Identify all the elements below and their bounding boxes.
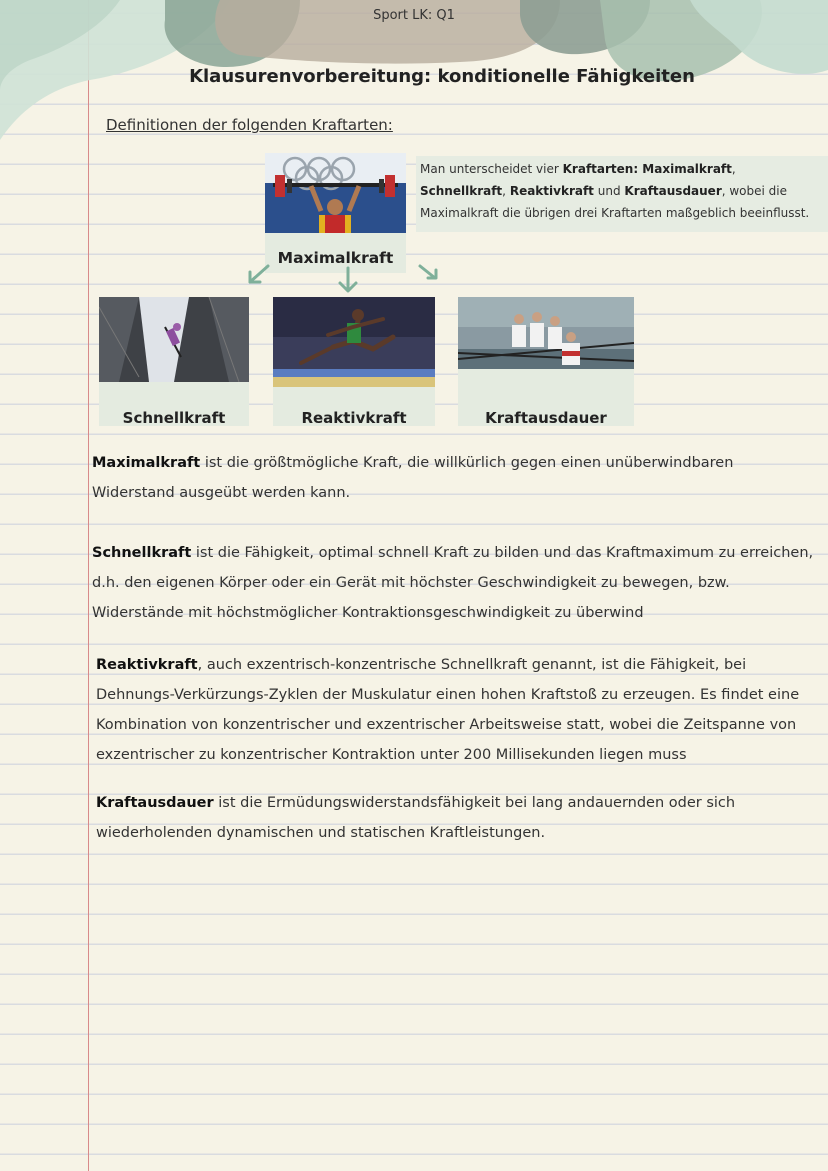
definition-kraftausdauer: Kraftausdauer ist die Ermüdungswiderstandsfähigkeit bei lang andauernden oder sich wiederholenden dynamischen und statischen Kraftleistungen. [96,795,736,841]
schnellkraft-label: Schnellkraft [99,382,249,426]
weightlifter-photo [265,153,406,233]
section-subtitle: Definitionen der folgenden Kraftarten: [106,116,393,134]
intro-textbox: Man unterscheidet vier Kraftarten: Maximalkraft, Schnellkraft, Reaktivkraft und Kraftausdauer, wobei die Maximalkraft die übrigen drei Kraftarten maßgeblich beeinflusst. [416,156,828,232]
page-title: Klausurenvorbereitung: konditionelle Fähigkeiten [189,66,695,87]
ski-jumper-photo [99,297,249,382]
course-label: Sport LK: Q1 [373,8,455,23]
definition-reaktivkraft: Reaktivkraft, auch exzentrisch-konzentrische Schnellkraft genannt, ist die Fähigkeit, bei Dehnungs-Verkürzungs-Zyklen der Muskulatur einen hohen Kraftstoß zu erzeugen. Es findet eine Kombination von konzentrischer und exzentrischer Arbeitsweise statt, wobei die Zeitspanne von exzentrischer zu konzentrischer Kontraktion unter 200 Millisekunden liegen muss [96,657,800,763]
rowing-photo [458,297,634,369]
definition-maximalkraft: Maximalkraft ist die größtmögliche Kraft, die willkürlich gegen einen unüberwindbaren Widerstand ausgeübt werden kann. [92,455,734,501]
arrows-graphic [240,258,450,298]
kraftausdauer-label: Kraftausdauer [458,369,634,426]
maximalkraft-label: Maximalkraft [265,233,406,273]
long-jumper-photo [273,297,435,387]
reaktivkraft-label: Reaktivkraft [273,387,435,426]
definition-schnellkraft: Schnellkraft ist die Fähigkeit, optimal schnell Kraft zu bilden und das Kraftmaximum zu erreichen, d.h. den eigenen Körper oder ein Gerät mit höchster Geschwindigkeit zu bewegen, bzw. Widerstände mit höchstmöglicher Kontraktionsgeschwindigkeit zu überwind [92,545,814,621]
